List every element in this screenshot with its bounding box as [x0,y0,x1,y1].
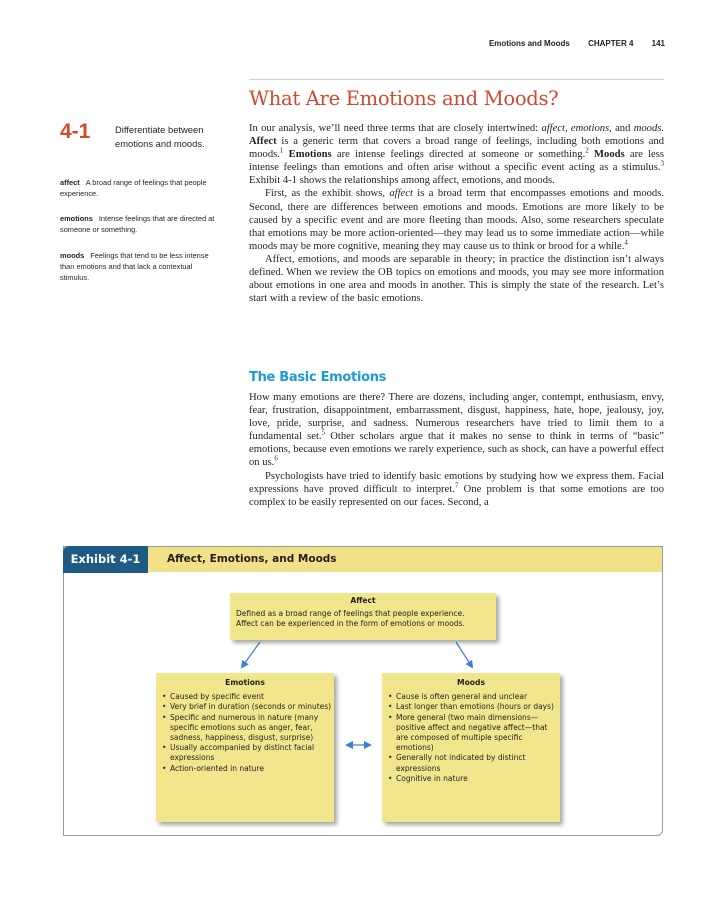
exhibit-tag: Exhibit 4-1 [63,546,148,573]
text-run: is a generic term that covers a broad range of feelings, including both emotions and moods. [249,136,664,161]
list-item: • Last longer than emotions (hours or days) [396,702,560,712]
glossary-term: moods [60,251,85,260]
emotions-list [156,692,334,774]
text-run: and [611,123,634,134]
text-run: are intense feelings directed at someone or something. [331,149,586,161]
list-item: • More general (two main dimensions—positive affect and negative affect—that are composed of multiple specific emotions) [396,713,560,754]
moods-title: Moods [457,678,485,687]
footnote-ref: 1 [279,146,284,155]
list-item: • Caused by specific event [170,692,334,702]
arrow-affect-to-emotions [242,642,260,667]
page-title: What Are Emotions and Moods? [249,87,559,110]
footnote-ref: 4 [624,238,628,247]
intro-text [249,122,664,305]
title-rule [249,79,664,80]
list-item: • Cause is often general and unclear [396,692,560,702]
affect-line: Defined as a broad range of feelings that people experience. [236,609,465,619]
footnote-ref: 5 [321,428,326,437]
text-run: is a broad term that encompasses emotions and moods. Second, there are differences between emotions and moods. Emotions are more likely to be caused by a specific event and are more fleeting than moods. Also, some researchers speculate that emotions may be more action-oriented—they may lead us to some immediate action—while moods may be more cognitive, meaning they may cause us to think or brood for a while. [249,188,664,252]
glossary-definition: A broad range of feelings that people experience. [60,178,207,199]
list-item: • Usually accompanied by distinct facial expressions [170,743,334,763]
exhibit-title: Affect, Emotions, and Moods [167,553,337,565]
paragraph: Affect, emotions, and moods are separable in theory; in practice the distinction isn’t always defined. When we review the OB topics on emotions and moods, you may see more information about emotions in one area and moods in another. This is simply the state of the research. Let’s start with a review of the basic emotions. [249,253,664,305]
affect-title: Affect [350,596,376,605]
glossary-moods [60,250,220,284]
objective-number: 4-1 [60,120,91,143]
exhibit-4-1 [63,546,663,836]
term-emotions: Emotions [288,149,332,161]
footnote-ref: 6 [274,454,278,463]
text-run: First, as the exhibit shows, [265,188,390,200]
text-run: Exhibit 4-1 shows the relationships among affect, emotions, and moods. [249,175,555,187]
paragraph [249,391,664,470]
affect-description [230,609,496,629]
list-item: • Specific and numerous in nature (many specific emotions such as anger, fear, sadness, happiness, disgust, surprise) [170,713,334,744]
footnote-ref: 2 [585,146,589,155]
emotions-title: Emotions [225,678,265,687]
paragraph [249,470,664,509]
affect-box [230,593,496,640]
moods-box [382,673,560,822]
running-header [0,39,665,48]
text-run: In our analysis, we’ll need three terms that are closely intertwined: [249,123,542,134]
header-page-number: 141 [651,39,665,48]
glossary-affect [60,177,220,199]
arrow-affect-to-moods [456,642,472,667]
objective-text: Differentiate between emotions and moods. [115,124,205,149]
text-run: How many emotions are there? There are dozens, including anger, contempt, enthusiasm, envy, fear, frustration, disappointment, embarrassment, disgust, happiness, hate, hope, jealousy, joy, love, pride, surprise, and sadness. Numerous researchers have tried to limit them to a fundamental set. [249,392,664,443]
diagram-arrows [64,547,662,835]
footnote-ref: 3 [660,159,664,168]
header-chapter: CHAPTER 4 [588,39,634,48]
list-item: • Generally not indicated by distinct expressions [396,753,560,773]
text-run: moods. [633,123,665,134]
header-section: Emotions and Moods [488,39,570,48]
basic-emotions-text [249,391,664,509]
text-run: affect, emotions, [541,123,612,134]
affect-line: Affect can be experienced in the form of emotions or moods. [236,619,465,629]
list-item: • Cognitive in nature [396,774,560,784]
emotions-box [156,673,334,822]
section-heading: The Basic Emotions [249,370,387,385]
moods-list [382,692,560,784]
text-run: Psychologists have tried to identify basic emotions by studying how we express them. Facial expressions have proved difficult to interpret. [249,470,664,495]
text-run: are less intense feelings than emotions and often arise without a specific event acting as a stimulus. [249,149,664,174]
glossary-emotions [60,213,220,235]
glossary-term: emotions [60,214,93,223]
list-item: • Very brief in duration (seconds or minutes) [170,702,334,712]
paragraph [249,122,664,187]
text-run: affect [389,188,413,200]
list-item: • Action-oriented in nature [170,764,334,774]
glossary-definition: Feelings that tend to be less intense than emotions and that lack a contextual stimulus. [60,251,209,283]
text-run: Other scholars argue that it makes no sense to think in terms of “basic” emotions, because even emotions we rarely experience, such as shock, can have a powerful effect on us. [249,431,664,469]
footnote-ref: 7 [454,481,459,490]
term-moods: Moods [594,149,625,161]
glossary-term: affect [60,178,80,187]
glossary-definition: Intense feelings that are directed at someone or something. [60,214,215,235]
term-affect: Affect [249,136,277,148]
paragraph [249,187,664,252]
text-run: One problem is that some emotions are too complex to be easily represented on our faces. Second, a [249,483,665,508]
